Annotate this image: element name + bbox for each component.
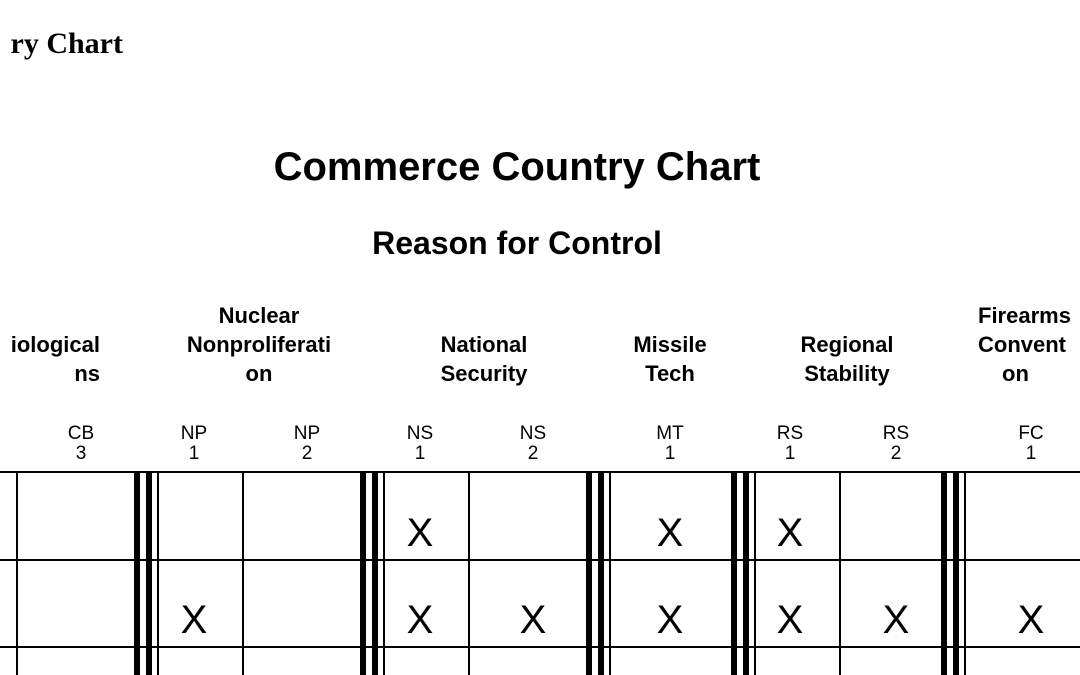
column-header-ns2 bbox=[493, 424, 573, 464]
column-code: RS bbox=[776, 423, 804, 444]
column-header-fc1 bbox=[991, 424, 1071, 464]
column-header-ns1 bbox=[380, 424, 460, 464]
table-cell: X bbox=[776, 511, 804, 555]
group-divider-thick bbox=[146, 472, 152, 675]
group-line: on bbox=[1002, 361, 1029, 386]
document-header-title: ry Chart bbox=[10, 27, 123, 60]
table-cell: X bbox=[519, 598, 547, 642]
column-number: 3 bbox=[75, 443, 87, 464]
column-divider bbox=[383, 472, 385, 675]
column-code: RS bbox=[882, 423, 910, 444]
column-number: 2 bbox=[527, 443, 539, 464]
column-divider bbox=[754, 472, 756, 675]
column-number: 1 bbox=[664, 443, 676, 464]
column-header-rs1 bbox=[750, 424, 830, 464]
column-divider bbox=[242, 472, 244, 675]
chart-subtitle: Reason for Control bbox=[372, 225, 662, 261]
table-cell: X bbox=[1017, 598, 1045, 642]
row-divider bbox=[0, 559, 1080, 561]
group-firearms-convention bbox=[978, 301, 1071, 388]
group-line: Nuclear bbox=[218, 303, 300, 328]
column-header-np1 bbox=[154, 424, 234, 464]
column-code: NS bbox=[519, 423, 547, 444]
chart-title: Commerce Country Chart bbox=[273, 145, 761, 189]
column-number: 2 bbox=[301, 443, 313, 464]
group-divider-thick bbox=[360, 472, 366, 675]
group-line: Nonproliferati bbox=[186, 332, 332, 357]
table-cell: X bbox=[776, 598, 804, 642]
column-number: 1 bbox=[414, 443, 426, 464]
column-divider bbox=[16, 472, 18, 675]
table-cell: X bbox=[656, 598, 684, 642]
column-divider bbox=[157, 472, 159, 675]
group-line: Missile bbox=[633, 332, 707, 357]
column-divider bbox=[609, 472, 611, 675]
row-divider bbox=[0, 646, 1080, 648]
group-nuclear-nonproliferation bbox=[159, 301, 359, 388]
group-regional-stability bbox=[757, 330, 937, 388]
column-number: 1 bbox=[784, 443, 796, 464]
group-line: on bbox=[245, 361, 273, 386]
group-divider-thick bbox=[372, 472, 378, 675]
group-divider-thick bbox=[743, 472, 749, 675]
group-line: Tech bbox=[645, 361, 695, 386]
column-code: NS bbox=[406, 423, 434, 444]
column-code: NP bbox=[293, 423, 321, 444]
group-divider-thick bbox=[953, 472, 959, 675]
column-number: 2 bbox=[890, 443, 902, 464]
column-code: MT bbox=[656, 423, 684, 444]
table-cell: X bbox=[180, 598, 208, 642]
column-header-cb3 bbox=[41, 424, 121, 464]
group-line: Regional bbox=[800, 332, 894, 357]
group-line: Security bbox=[440, 361, 528, 386]
group-divider-thick bbox=[598, 472, 604, 675]
group-divider-thick bbox=[586, 472, 592, 675]
column-divider bbox=[964, 472, 966, 675]
column-number: 1 bbox=[188, 443, 200, 464]
column-header-np2 bbox=[267, 424, 347, 464]
column-divider bbox=[468, 472, 470, 675]
group-line: National bbox=[440, 332, 528, 357]
column-header-mt1 bbox=[630, 424, 710, 464]
group-line: Convent bbox=[978, 332, 1066, 357]
group-line: Stability bbox=[804, 361, 890, 386]
column-code: NP bbox=[180, 423, 208, 444]
table-cell: X bbox=[406, 598, 434, 642]
column-divider bbox=[839, 472, 841, 675]
group-national-security bbox=[394, 330, 574, 388]
group-divider-thick bbox=[941, 472, 947, 675]
table-top-border bbox=[0, 471, 1080, 473]
group-line: Firearms bbox=[978, 303, 1071, 328]
table-cell: X bbox=[406, 511, 434, 555]
column-code: FC bbox=[1018, 423, 1044, 444]
table-cell: X bbox=[656, 511, 684, 555]
table-cell: X bbox=[882, 598, 910, 642]
group-divider-thick bbox=[731, 472, 737, 675]
column-number: 1 bbox=[1025, 443, 1037, 464]
group-line: iological bbox=[10, 332, 100, 357]
group-line: ns bbox=[74, 361, 100, 386]
group-chem-bio-weapons bbox=[11, 330, 100, 388]
column-code: CB bbox=[67, 423, 95, 444]
column-header-rs2 bbox=[856, 424, 936, 464]
group-missile-tech bbox=[590, 330, 750, 388]
group-divider-thick bbox=[134, 472, 140, 675]
